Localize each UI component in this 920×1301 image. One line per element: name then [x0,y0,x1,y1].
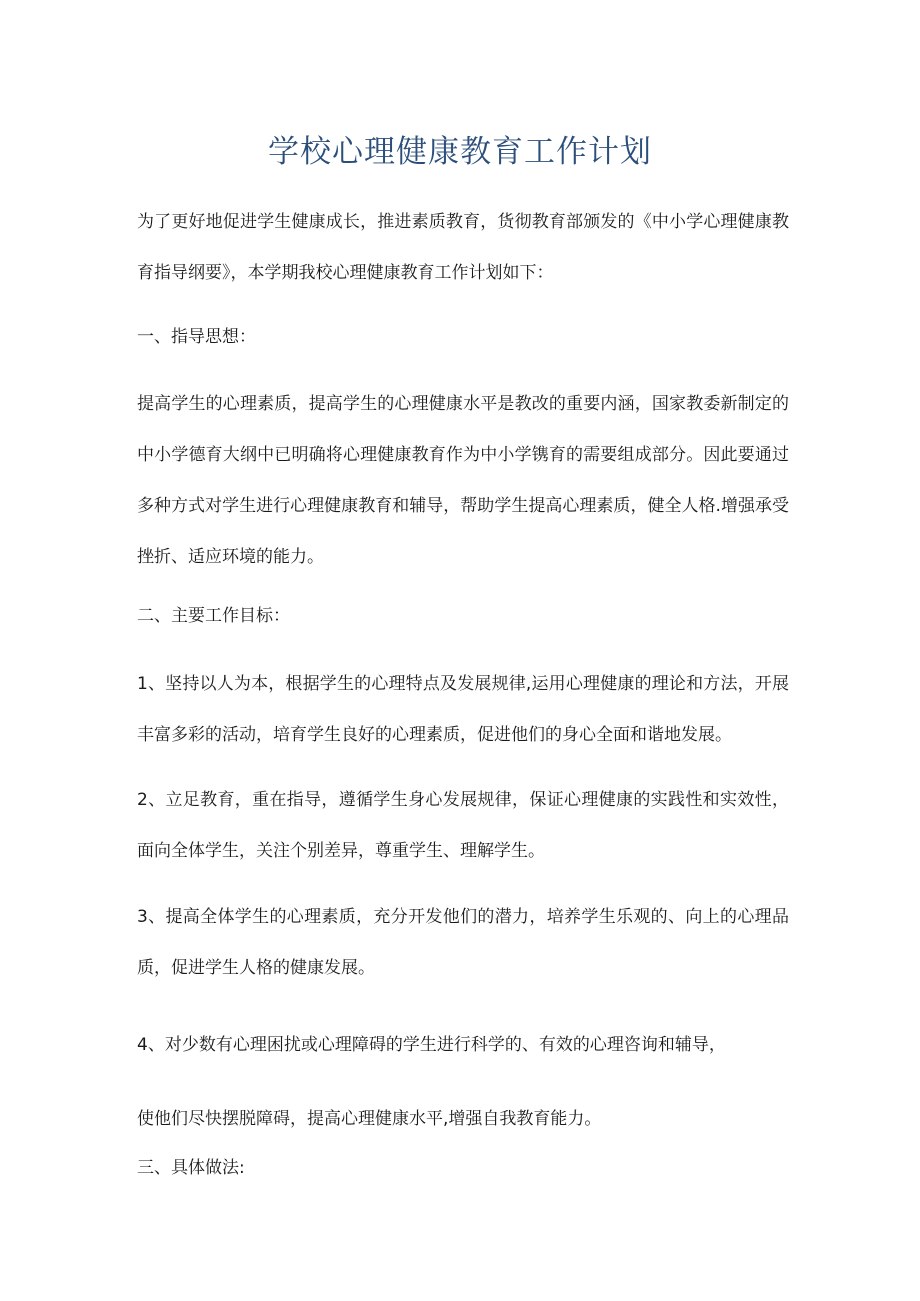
goal-item-3: 3、提高全体学生的心理素质，充分开发他们的潜力，培养学生乐观的、向上的心理品质，促进学生人格的健康发展。 [137,907,789,978]
guiding-ideology-paragraph: 提高学生的心理素质，提高学生的心理健康水平是教改的重要内涵，国家教委新制定的中小学德育大纲中已明确将心理健康教育作为中小学镌育的需要组成部分。因此要通过多种方式对学生进行心理健康教育和辅导，帮助学生提高心理素质，健全人格.增强承受挫折、适应环境的能力。 [137,394,789,567]
section-heading-main-goals: 二、主要工作目标： [137,606,290,626]
goal-item-1: 1、坚持以人为本，根据学生的心理特点及发展规律,运用心理健康的理论和方法，开展丰富多彩的活动，培育学生良好的心理素质，促进他们的身心全面和谐地发展。 [137,674,789,745]
section-heading-guiding-ideology: 一、指导思想： [137,327,256,347]
goal-item-4-line-2: 使他们尽快摆脱障碍，提高心理健康水平,增强自我教育能力。 [137,1109,602,1129]
document-title: 学校心理健康教育工作计划 [268,134,652,170]
goal-item-2: 2、立足教育，重在指导，遵循学生身心发展规律，保证心理健康的实践性和实效性，面向全体学生，关注个别差异，尊重学生、理解学生。 [137,790,789,861]
intro-paragraph: 为了更好地促进学生健康成长，推进素质教育，货彻教育部颁发的《中小学心理健康教育指导纲要》，本学期我校心理健康教育工作计划如下： [137,212,789,283]
goal-item-4-line-1: 4、对少数有心理困扰或心理障碍的学生进行科学的、有效的心理咨询和辅导， [137,1035,726,1055]
section-heading-specific-methods: 三、具体做法: [137,1158,245,1178]
